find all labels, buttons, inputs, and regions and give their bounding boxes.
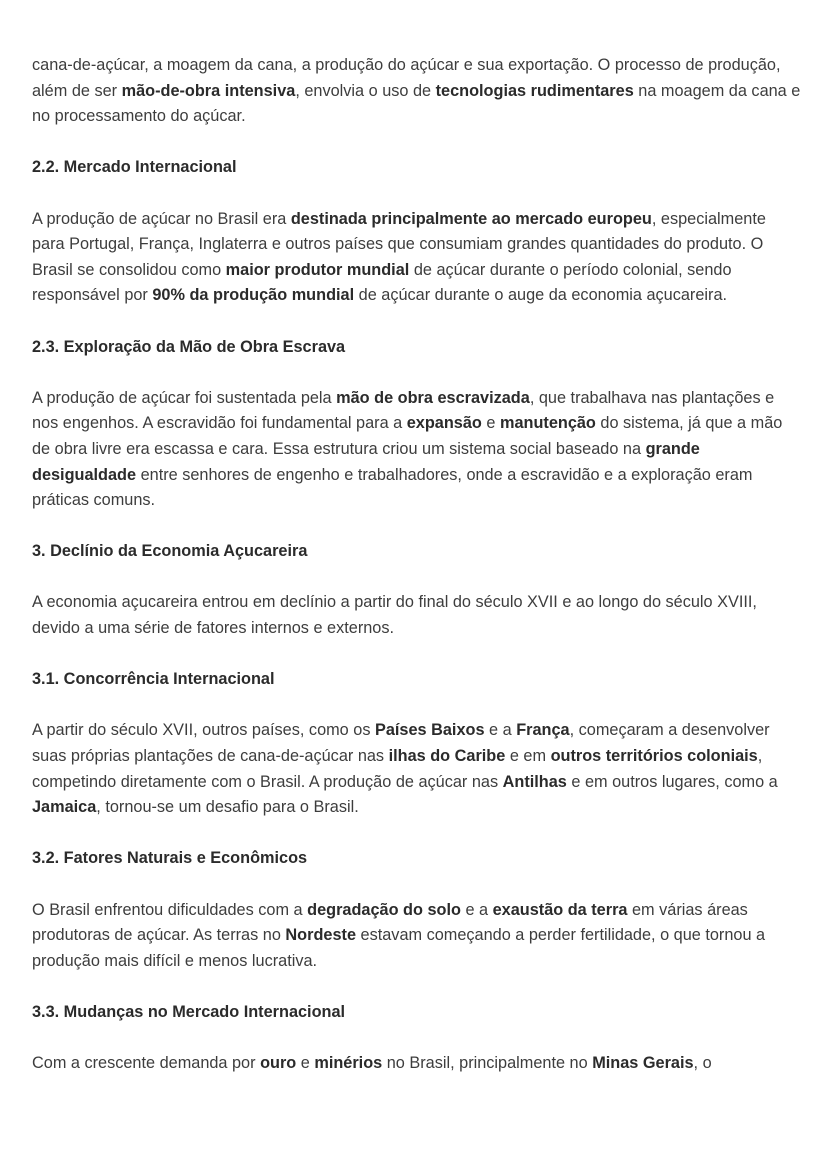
- bold-text: mão-de-obra intensiva: [121, 81, 296, 100]
- text-run: A produção de açúcar no Brasil era: [32, 209, 291, 228]
- bold-text: ouro: [260, 1054, 297, 1073]
- text-run: , tornou-se um desafio para o Brasil.: [96, 798, 359, 817]
- text-run: , envolvia o uso de: [295, 81, 436, 100]
- paragraph: [32, 718, 802, 820]
- paragraph: [32, 386, 802, 514]
- text-run: estavam começando a perder fertilidade, o que tornou a produção mais difícil e menos lucrativa.: [32, 926, 766, 970]
- bold-text: ilhas do Caribe: [388, 747, 506, 766]
- bold-text: Nordeste: [285, 926, 356, 945]
- paragraph: [32, 898, 802, 975]
- text-run: A produção de açúcar foi sustentada pela: [32, 388, 337, 407]
- text-run: , começaram a desenvolver suas próprias plantações de cana-de-açúcar nas: [32, 721, 770, 766]
- text-run: entre senhores de engenho e trabalhadores, onde a escravidão e a exploração eram práticas comuns.: [32, 465, 753, 510]
- section-heading: 3.3. Mudanças no Mercado Internacional: [32, 1002, 346, 1021]
- text-run: de açúcar durante o período colonial, sendo responsável por: [32, 260, 732, 305]
- paragraph: [32, 207, 802, 309]
- text-run: A partir do século XVII, outros países, como os: [32, 721, 375, 740]
- bold-text: grande desigualdade: [32, 439, 700, 484]
- text-run: Com a crescente demanda por: [32, 1054, 261, 1073]
- bold-text: minérios: [314, 1054, 383, 1073]
- section-heading: 2.3. Exploração da Mão de Obra Escrava: [32, 337, 346, 356]
- bold-text: destinada principalmente ao mercado europeu: [290, 209, 652, 228]
- text-run: do sistema, já que a mão de obra livre era escassa e cara. Essa estrutura criou um sistema social baseado na: [32, 414, 783, 458]
- bold-text: degradação do solo: [307, 900, 461, 919]
- bold-text: tecnologias rudimentares: [435, 81, 634, 100]
- bold-text: Antilhas: [502, 772, 567, 791]
- bold-text: expansão: [406, 414, 482, 433]
- text-run: e em: [505, 747, 551, 766]
- section-heading: 2.2. Mercado Internacional: [32, 158, 237, 177]
- text-run: O Brasil enfrentou dificuldades com a: [32, 900, 308, 919]
- text-run: , especialmente para Portugal, França, Inglaterra e outros países que consumiam grandes quantidades do produto. O Brasil se consolidou como: [32, 209, 766, 279]
- text-run: de açúcar durante o auge da economia açucareira.: [354, 286, 728, 305]
- bold-text: França: [516, 721, 570, 740]
- text-run: A economia açucareira entrou em declínio a partir do final do século XVII e ao longo do século XVIII, devido a uma série de fatores internos e externos.: [32, 593, 757, 638]
- text-run: e: [481, 414, 500, 433]
- text-run: em várias áreas produtoras de açúcar. As terras no: [32, 900, 748, 945]
- text-run: e a: [460, 900, 493, 919]
- paragraph: [32, 1051, 802, 1077]
- text-run: na moagem da cana e no processamento do açúcar.: [32, 81, 801, 126]
- text-run: e a: [484, 721, 517, 740]
- text-run: no Brasil, principalmente no: [382, 1054, 593, 1073]
- bold-text: Jamaica: [32, 798, 97, 817]
- section-heading: 3.2. Fatores Naturais e Econômicos: [32, 849, 308, 868]
- bold-text: outros territórios coloniais: [550, 747, 758, 766]
- bold-text: mão de obra escravizada: [336, 388, 530, 407]
- text-run: , que trabalhava nas plantações e nos engenhos. A escravidão foi fundamental para a: [32, 388, 775, 433]
- bold-text: Minas Gerais: [592, 1054, 694, 1073]
- text-run: e: [296, 1054, 315, 1073]
- text-run: e em outros lugares, como a: [566, 772, 778, 791]
- paragraph: [32, 53, 802, 130]
- bold-text: exaustão da terra: [492, 900, 628, 919]
- text-run: cana-de-açúcar, a moagem da cana, a produção do açúcar e sua exportação. O processo de produção, além de ser: [32, 56, 781, 100]
- bold-text: maior produtor mundial: [225, 260, 410, 279]
- paragraph: [32, 590, 802, 641]
- section-heading: 3. Declínio da Economia Açucareira: [32, 542, 308, 561]
- text-run: , competindo diretamente com o Brasil. A produção de açúcar nas: [32, 747, 763, 791]
- bold-text: 90% da produção mundial: [152, 286, 355, 305]
- section-heading: 3.1. Concorrência Internacional: [32, 670, 275, 689]
- bold-text: Países Baixos: [374, 721, 485, 740]
- text-run: , o: [693, 1054, 712, 1073]
- bold-text: manutenção: [499, 414, 596, 433]
